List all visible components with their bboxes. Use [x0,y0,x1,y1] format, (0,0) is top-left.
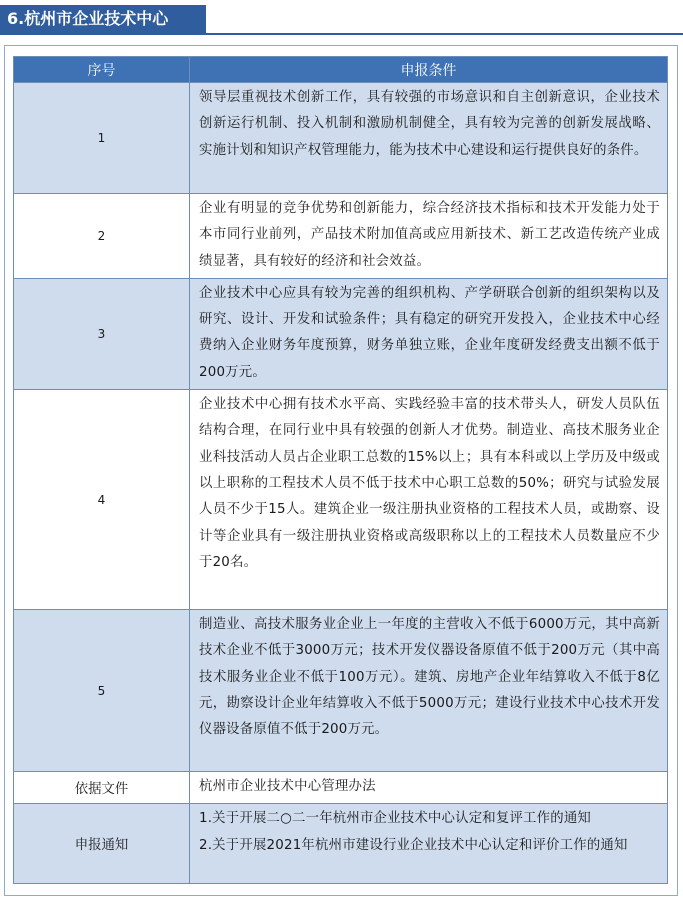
row-number: 1 [14,83,190,194]
table-row [14,194,668,279]
header-no: 序号 [14,57,190,83]
basis-document: 杭州市企业技术中心管理办法 [190,772,668,804]
row-number: 5 [14,610,190,772]
notice-label: 申报通知 [14,804,190,884]
row-number: 4 [14,390,190,610]
basis-row [14,772,668,804]
row-number: 3 [14,278,190,389]
conditions-table [13,56,668,884]
header-conditions: 申报条件 [190,57,668,83]
notice-list [190,804,668,884]
row-condition: 企业技术中心应具有较为完善的组织机构、产学研联合创新的组织架构以及研究、设计、开发和试验条件；具有稳定的研究开发投入，企业技术中心经费纳入企业财务年度预算，财务单独立账，企业年度研发经费支出额不低于200万元。 [190,278,668,389]
row-condition: 企业有明显的竞争优势和创新能力，综合经济技术指标和技术开发能力处于本市同行业前列，产品技术附加值高或应用新技术、新工艺改造传统产业成绩显著，具有较好的经济和社会效益。 [190,194,668,279]
notice-link[interactable]: 1.关于开展二○二一年杭州市企业技术中心认定和复评工作的通知 [199,811,592,827]
table-row [14,83,668,194]
row-number: 2 [14,194,190,279]
table-header-row [14,57,668,83]
table-row [14,278,668,389]
notice-link[interactable]: 2.关于开展2021年杭州市建设行业企业技术中心认定和评价工作的通知 [199,837,628,853]
table-row [14,610,668,772]
basis-label: 依据文件 [14,772,190,804]
row-condition: 企业技术中心拥有技术水平高、实践经验丰富的技术带头人，研发人员队伍结构合理，在同行业中具有较强的创新人才优势。制造业、高技术服务业企业科技活动人员占企业职工总数的15%以上；具有本科或以上学历及中级或以上职称的工程技术人员不低于技术中心职工总数的50%；研究与试验发展人员不少于15人。建筑企业一级注册执业资格的工程技术人员，或勘察、设计等企业具有一级注册执业资格或高级职称以上的工程技术人员数量应不少于20名。 [190,390,668,610]
title-underline [0,33,683,35]
table-row [14,390,668,610]
notice-row [14,804,668,884]
row-condition: 领导层重视技术创新工作，具有较强的市场意识和自主创新意识，企业技术创新运行机制、投入机制和激励机制健全，具有较为完善的创新发展战略、实施计划和知识产权管理能力，能为技术中心建设和运行提供良好的条件。 [190,83,668,194]
row-condition: 制造业、高技术服务业企业上一年度的主营收入不低于6000万元，其中高新技术企业不低于3000万元；技术开发仪器设备原值不低于200万元（其中高技术服务业企业不低于100万元）。建筑、房地产企业年结算收入不低于8亿元，勘察设计企业年结算收入不低于5000万元；建设行业技术中心技术开发仪器设备原值不低于200万元。 [190,610,668,772]
section-title: 6.杭州市企业技术中心 [0,5,206,33]
